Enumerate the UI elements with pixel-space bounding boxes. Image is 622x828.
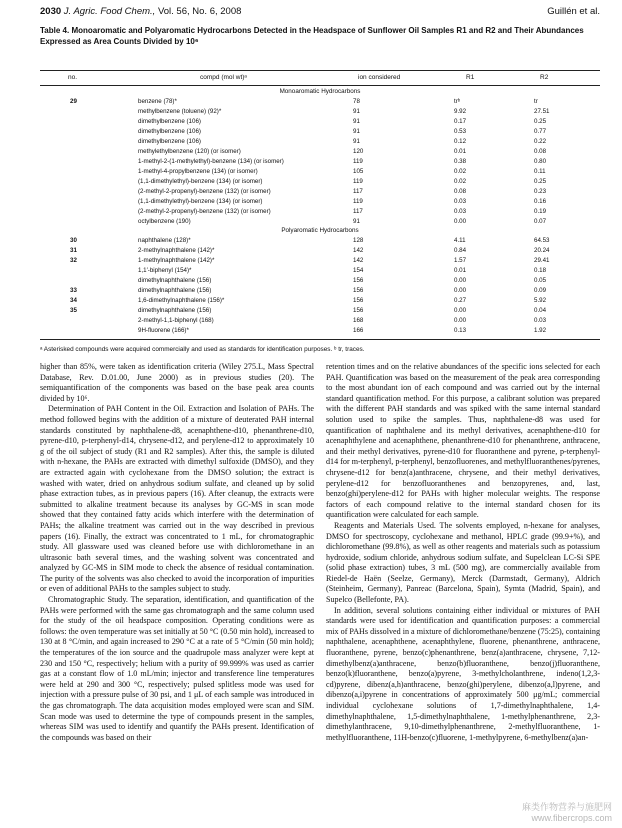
- paragraph: retention times and on the relative abundances of the specific ions selected for each PAH. Quantification was based on the measurement of the peak area corresponding to the most abundant ion of each compound and was carried out by the internal standard quantification method. For this purpose, a calibrant solution was prepared with the different PAH standards and was spiked with the same internal standard solution used to spike the samples. Thus, naphthalene-d8 was used for quantification of naphthalene and its methyl derivatives, acenaphthene-d10 for acenaphthylene and acenaphthene, phenanthrene-d10 for phenanthrene, anthracene, and their methyl derivatives, pyrene-d10 for fluoranthene and pyrene, p-terphenyl-d14 for m-terphenyl, p-terphenyl, benzofluorenes, and methylfluoranthenes/pyrenes, chrysene-d12 for benz(a)anthracene, chrysene, and their methyl derivatives, perylene-d12 for benzofluoranthenes and benzopyrenes, and, last, benzo(ghi)perylene-d12 for PAHs with higher molecular weights. The response factors of each compound relative to the internal standard chosen for its quantification were calculated for each sample.: [326, 362, 600, 520]
- cell-ion: 78: [353, 98, 360, 105]
- cell-r1: 0.01: [454, 148, 467, 155]
- table-footnote: ᵃ Asterisked compounds were acquired commercially and used as standards for identification purposes. ᵇ tr, traces.: [40, 346, 365, 353]
- cell-ion: 142: [353, 247, 364, 254]
- cell-r1: 0.12: [454, 138, 467, 145]
- cell-r2: 0.80: [534, 158, 547, 165]
- cell-r1: 0.00: [454, 277, 467, 284]
- cell-compound: 1,6-dimethylnaphthalene (156)*: [138, 297, 225, 304]
- cell-compound: 2-methyl-1,1-biphenyl (168): [138, 317, 214, 324]
- col-header-compd: compd (mol wt)ᵃ: [200, 74, 247, 81]
- cell-r2: 29.41: [534, 257, 550, 264]
- cell-compound: benzene (78)*: [138, 98, 177, 105]
- table-header-rule: [40, 85, 600, 86]
- cell-ion: 156: [353, 307, 364, 314]
- cell-r2: 0.07: [534, 218, 547, 225]
- cell-ion: 105: [353, 168, 364, 175]
- cell-compound: 9H-fluorene (166)*: [138, 327, 189, 334]
- cell-r2: 0.16: [534, 198, 547, 205]
- cell-r1: 0.00: [454, 317, 467, 324]
- cell-r2: 64.53: [534, 237, 550, 244]
- cell-r2: 0.08: [534, 148, 547, 155]
- running-header: [40, 6, 600, 20]
- cell-ion: 156: [353, 287, 364, 294]
- paragraph: In addition, several solutions containing either individual or mixtures of PAH standards were used for identification and quantification purposes: a commercial mix of PAHs dissolved in a mixture of dichloromethane/benzene (75:25), containing naphthalene, acenaphthene, acenaphthylene, fluorene, phenanthrene, anthracene, fluoranthene, pyrene, benzo(c)phenanthrene, benz(a)anthracene, chrysene, 7,12-dimethylbenz(a)anthracene, benzo(b)fluoranthene, benzo(j)fluoranthene, benzo(k)fluoranthene, benzo(a)pyrene, 3-methylcholanthrene, indeno(1,2,3-cd)pyrene, dibenz(a,h)anthracene, benzo(ghi)perylene, dibenzo(a,l)pyrene, and dibenzo(a,i)pyrene in concentrations of approximately 500 μg/mL; commercial individual cyclohexane solutions of 1,7-dimethylnaphthalene, 1,4-dimethylnaphthalene, 1,5-dimethylnaphthalene, 1-methylphenanthrene, 2,3-dimethylanthracene, 9,10-dimethylphenanthrene, 2-methylfluoranthene, 1-methylfluoranthene, 11H-benzo(c)fluorene, 1-methylpyrene, 6-methylbenz(a)an-: [326, 605, 600, 742]
- cell-r1: 0.00: [454, 287, 467, 294]
- cell-r2: 5.92: [534, 297, 547, 304]
- cell-r2: 0.04: [534, 307, 547, 314]
- table-row: [40, 247, 600, 255]
- cell-ion: 156: [353, 297, 364, 304]
- cell-ion: 117: [353, 188, 363, 195]
- cell-compound: naphthalene (128)*: [138, 237, 191, 244]
- cell-ion: 166: [353, 327, 364, 334]
- table-row: [40, 168, 600, 176]
- table-row: [40, 138, 600, 146]
- cell-compound: 1-methyl-4-propylbenzene (134) (or isomer): [138, 168, 258, 175]
- table-row: [40, 148, 600, 156]
- table-row: [40, 208, 600, 216]
- cell-compound: (1,1-dimethylethyl)-benzene (134) (or isomer): [138, 198, 263, 205]
- cell-compound: dimethylnaphthalene (156): [138, 307, 212, 314]
- cell-r2: 0.09: [534, 287, 547, 294]
- section-poly-title: Polyaromatic Hydrocarbons: [281, 227, 359, 234]
- cell-ion: 142: [353, 257, 364, 264]
- cell-no: 35: [70, 307, 77, 314]
- cell-ion: 91: [353, 218, 360, 225]
- cell-r1: 1.57: [454, 257, 467, 264]
- journal-name: J. Agric. Food Chem.,: [63, 6, 156, 17]
- cell-ion: 91: [353, 108, 360, 115]
- page-number: 2030: [40, 6, 62, 17]
- cell-ion: 119: [353, 198, 363, 205]
- cell-compound: (2-methyl-2-propenyl)-benzene (132) (or isomer): [138, 208, 271, 215]
- table-row: [40, 317, 600, 325]
- cell-r1: 0.53: [454, 128, 467, 135]
- cell-compound: (2-methyl-2-propenyl)-benzene (132) (or isomer): [138, 188, 271, 195]
- cell-r2: 0.77: [534, 128, 547, 135]
- cell-r1: 0.03: [454, 198, 467, 205]
- cell-r2: 27.51: [534, 108, 550, 115]
- table-row: [40, 327, 600, 335]
- table-caption-label: Table 4.: [40, 26, 70, 35]
- col-header-r1: R1: [466, 74, 475, 81]
- table-row: [40, 98, 600, 106]
- cell-r1: 0.08: [454, 188, 467, 195]
- cell-r2: 0.18: [534, 267, 547, 274]
- table-top-rule: [40, 70, 600, 71]
- body-column-right: [326, 362, 600, 743]
- cell-compound: 1,1′-biphenyl (154)*: [138, 267, 192, 274]
- cell-r1: 0.38: [454, 158, 467, 165]
- cell-ion: 119: [353, 178, 363, 185]
- cell-r2: 0.25: [534, 178, 547, 185]
- table-row: [40, 108, 600, 116]
- table-row: [40, 307, 600, 315]
- section-mono-title: Monoaromatic Hydrocarbons: [279, 88, 361, 95]
- cell-ion: 154: [353, 267, 364, 274]
- watermark-line-2: www.fibercrops.com: [531, 813, 612, 823]
- cell-r2: 0.19: [534, 208, 547, 215]
- cell-r1: 0.27: [454, 297, 467, 304]
- cell-compound: methylbenzene (toluene) (92)*: [138, 108, 222, 115]
- cell-r1: 0.02: [454, 168, 467, 175]
- cell-r2: 0.05: [534, 277, 547, 284]
- col-header-no: no.: [68, 74, 78, 81]
- cell-r1: trᵇ: [454, 98, 461, 105]
- cell-compound: dimethylbenzene (106): [138, 138, 201, 145]
- cell-compound: 1-methyl-2-(1-methylethyl)-benzene (134) (or isomer): [138, 158, 284, 165]
- cell-compound: 1-methylnaphthalene (142)*: [138, 257, 215, 264]
- cell-compound: dimethylnaphthalene (156): [138, 287, 212, 294]
- cell-r2: 1.92: [534, 327, 547, 334]
- cell-no: 31: [70, 247, 77, 254]
- cell-ion: 168: [353, 317, 364, 324]
- table-row: [40, 118, 600, 126]
- table-bottom-rule: [40, 339, 600, 340]
- watermark-line-1: 麻类作物营养与施肥网: [521, 802, 612, 812]
- cell-r1: 0.17: [454, 118, 467, 125]
- paragraph: Reagents and Materials Used. The solvents employed, n-hexane for analyses, DMSO for spectroscopy, cyclohexane and methanol, HPLC grade (99.9+%), and dichloromethane (99.8%), as well as other reagents and materials such as potassium hydroxide, sodium chloride, anhydrous sodium sulfate, and Supelclean LC-Si SPE (solid phase extraction) tubes, 3 mL (500 mg), are commercially available from Riedel-de Haën (Seelze, Germany), Merck (Darmstadt, Germany), Aldrich (Steinheim, Germany), Panreac (Barcelona, Spain), Symta (Madrid, Spain), and Supelco (Bellefonte, PA).: [326, 520, 600, 605]
- cell-r2: 0.23: [534, 188, 547, 195]
- paragraph: Chromatographic Study. The separation, identification, and quantification of the PAHs were performed with the same gas chromatograph and the same column used for the study of the oil headspace composition. Operating conditions were as follows: the oven temperature was set initially at 50 °C (0.50 min hold), increased to 130 at 8 °C/min, and again increased to 290 °C at a rate of 5 °C/min (50 min hold); the temperatures of the ion source and the quadrupole mass analyzer were kept at 230 and 150 °C, respectively; helium with a purity of 99.999% was used as carrier gas at a constant flow of 1.0 mL/min; injector and transference line temperatures were held at 290 and 300 °C, respectively; pulsed splitless mode was used for injection with a pressure pulse of 30 psi, and 1 μL of each sample was introduced in the gas chromatograph. The data acquisition modes employed were scan and SIM. Scan mode was used to determine the type of compounds present in the samples, whereas SIM was used to identify and quantify the PAHs present. Identification of the compounds was based on their: [40, 595, 314, 742]
- cell-ion: 120: [353, 148, 364, 155]
- cell-ion: 128: [353, 237, 364, 244]
- cell-r2: 0.22: [534, 138, 547, 145]
- cell-r2: 0.11: [534, 168, 546, 175]
- authors: Guillén et al.: [547, 6, 600, 17]
- table-row: [40, 237, 600, 245]
- cell-ion: 91: [353, 128, 360, 135]
- paragraph: higher than 85%, were taken as identification criteria (Wiley 275.L, Mass Spectral Database, Rev. D.01.00, June 2000) as in previous studies (20). The semiquantification of the components was based on the base peak area counts divided by 10⁶.: [40, 362, 314, 403]
- table-row: [40, 277, 600, 285]
- cell-compound: (1,1-dimethylethyl)-benzene (134) (or isomer): [138, 178, 263, 185]
- cell-ion: 117: [353, 208, 363, 215]
- cell-r2: 0.25: [534, 118, 547, 125]
- cell-r1: 0.13: [454, 327, 467, 334]
- table-row: [40, 158, 600, 166]
- cell-ion: 91: [353, 138, 360, 145]
- cell-r2: 0.03: [534, 317, 547, 324]
- cell-compound: 2-methylnaphthalene (142)*: [138, 247, 215, 254]
- table-row: [40, 297, 600, 305]
- cell-r1: 0.01: [454, 267, 467, 274]
- paragraph: Determination of PAH Content in the Oil. Extraction and Isolation of PAHs. The method followed begins with the addition of a mixture of deuterated PAH internal standards constituted by naphthalene-d8, acenaphthene-d10, phenanthrene-d10, pyrene-d10, p-terphenyl-d14, chrysene-d12, and perylene-d12 to approximately 10 g of the oil subject of study (R1 and R2 samples). After this, the sample is diluted with n-hexane, the PAHs are extracted with dimethyl sulfoxide (DMSO), and they are extracted again with cyclohexane from the DMSO solution; the extract is washed with water, dried on anhydrous sodium sulfate, and cleaned up by solid phase extraction tubes, as in previous papers (16). After cleanup, the extracts were submitted to alkaline treatment because its analyses by GC-MS in scan mode showed that they contained fatty acids which interfere with the determination of PAHs; the alkaline treatment was carried out in the way described in previous papers (16). Finally, the extract was concentrated to 1 mL, for chromatographic study. All glassware used was cleaned before use with dichloromethane in an ultrasonic bath several times, and the washing solvent was concentrated and analyzed by GC-MS in SIM mode to check the absence of residual contamination. The purity of the solvents was also checked to avoid the incorporation of impurities or even of additional PAHs to the samples subject to study.: [40, 404, 314, 594]
- cell-r1: 0.02: [454, 178, 467, 185]
- table-row: [40, 188, 600, 196]
- table-row: [40, 257, 600, 265]
- cell-compound: methylethylbenzene (120) (or isomer): [138, 148, 241, 155]
- col-header-r2: R2: [540, 74, 549, 81]
- cell-compound: dimethylbenzene (106): [138, 118, 201, 125]
- cell-r1: 0.84: [454, 247, 467, 254]
- cell-no: 30: [70, 237, 77, 244]
- table-row: [40, 198, 600, 206]
- cell-ion: 156: [353, 277, 364, 284]
- cell-r2: 20.24: [534, 247, 550, 254]
- table-header-row: [40, 74, 600, 84]
- cell-no: 29: [70, 98, 77, 105]
- cell-compound: dimethylnaphthalene (156): [138, 277, 212, 284]
- table-caption: [40, 26, 600, 47]
- cell-r1: 0.00: [454, 218, 467, 225]
- cell-r2: tr: [534, 98, 538, 105]
- col-header-ion: ion considered: [358, 74, 401, 81]
- body-column-left: [40, 362, 314, 743]
- cell-ion: 119: [353, 158, 363, 165]
- table-row: [40, 178, 600, 186]
- cell-compound: octylbenzene (190): [138, 218, 191, 225]
- cell-r1: 0.03: [454, 208, 467, 215]
- table-row: [40, 128, 600, 136]
- cell-ion: 91: [353, 118, 360, 125]
- table-row: [40, 287, 600, 295]
- cell-no: 32: [70, 257, 77, 264]
- table-row: [40, 267, 600, 275]
- cell-no: 34: [70, 297, 77, 304]
- cell-r1: 9.92: [454, 108, 467, 115]
- cell-compound: dimethylbenzene (106): [138, 128, 201, 135]
- volume-info: Vol. 56, No. 6, 2008: [157, 6, 242, 17]
- cell-no: 33: [70, 287, 77, 294]
- watermark: [522, 802, 612, 824]
- table-caption-text: Monoaromatic and Polyaromatic Hydrocarbons Detected in the Headspace of Sunflower Oil Samples R1 and R2 and Their Abundances Expressed as Area Counts Divided by 10⁶: [40, 26, 584, 46]
- table-row: [40, 218, 600, 226]
- cell-r1: 4.11: [454, 237, 466, 244]
- cell-r1: 0.00: [454, 307, 467, 314]
